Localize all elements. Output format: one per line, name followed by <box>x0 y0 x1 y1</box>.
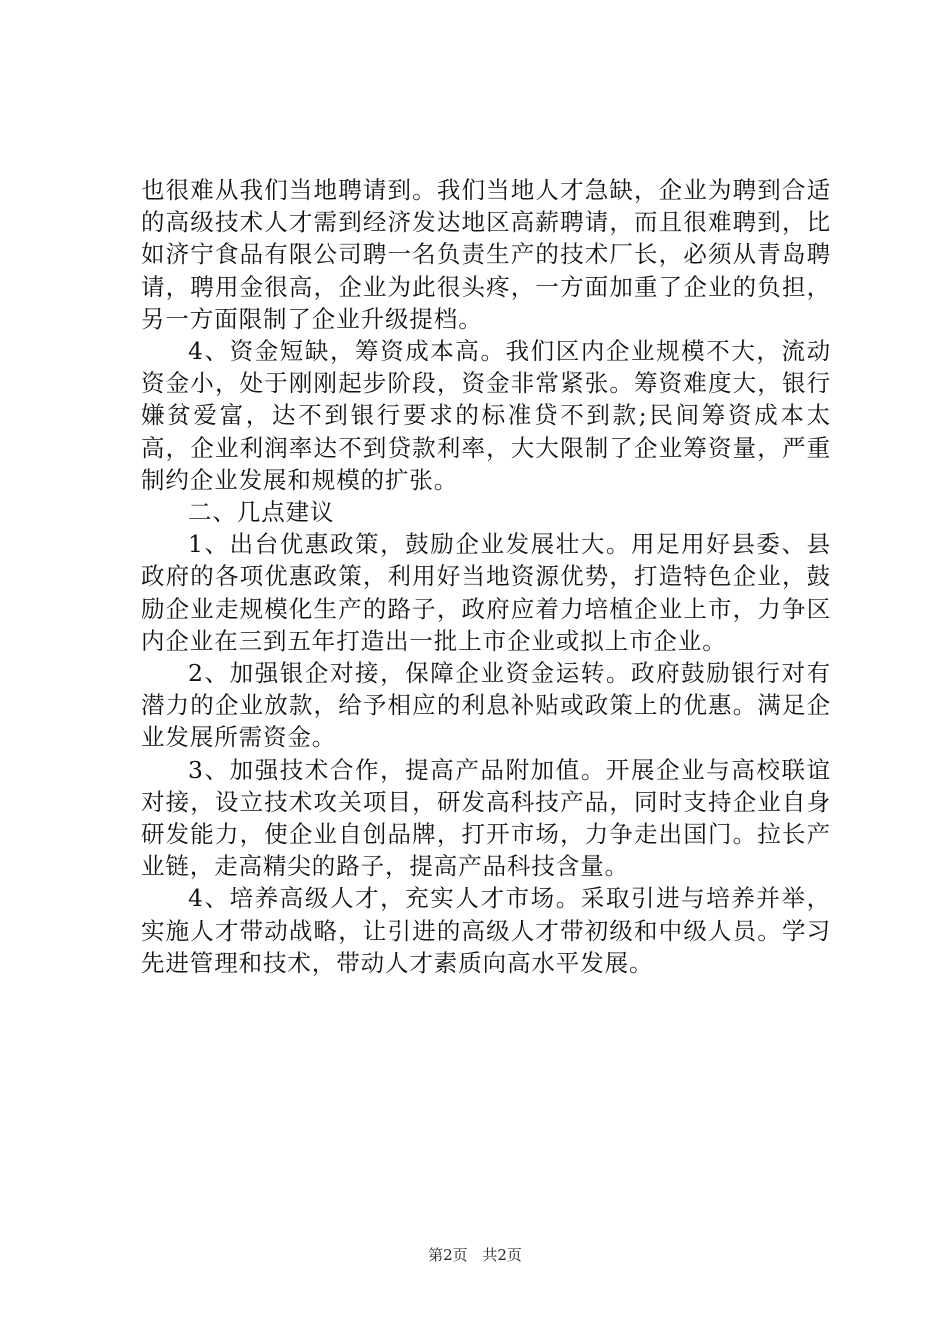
paragraph-suggestion-technology: 3、加强技术合作，提高产品附加值。开展企业与高校联谊对接，设立技术攻关项目，研发高科技产品，同时支持企业自身研发能力，使企业自创品牌，打开市场，力争走出国门。拉长产业链，走高精尖的路子，提高产品科技含量。 <box>141 755 831 881</box>
page-number-current: 第2页 <box>428 1246 468 1264</box>
paragraph-suggestion-bank: 2、加强银企对接，保障企业资金运转。政府鼓励银行对有潜力的企业放款，给予相应的利息补贴或政策上的优惠。满足企业发展所需资金。 <box>141 659 831 752</box>
paragraph-suggestion-talent: 4、培养高级人才，充实人才市场。采取引进与培养并举，实施人才带动战略，让引进的高级人才带初级和中级人员。学习先进管理和技术，带动人才素质向高水平发展。 <box>141 884 831 977</box>
section-heading-suggestions: 二、几点建议 <box>188 498 335 527</box>
paragraph-suggestion-policy: 1、出台优惠政策，鼓励企业发展壮大。用足用好县委、县政府的各项优惠政策，利用好当地资源优势，打造特色企业，鼓励企业走规模化生产的路子，政府应着力培植企业上市，力争区内企业在三到五年打造出一批上市企业或拟上市企业。 <box>141 530 831 655</box>
page-footer <box>0 1245 950 1265</box>
document-body <box>141 174 831 979</box>
page-number-total: 共2页 <box>482 1246 522 1264</box>
paragraph-funding-shortage: 4、资金短缺，筹资成本高。我们区内企业规模不大，流动资金小，处于刚刚起步阶段，资金非常紧张。筹资难度大，银行嫌贫爱富，达不到银行要求的标准贷不到款;民间筹资成本太高，企业利润率达不到贷款利率，大大限制了企业筹资量，严重制约企业发展和规模的扩张。 <box>141 337 831 494</box>
paragraph-continuation: 也很难从我们当地聘请到。我们当地人才急缺，企业为聘到合适的高级技术人才需到经济发达地区高薪聘请，而且很难聘到，比如济宁食品有限公司聘一名负责生产的技术厂长，必须从青岛聘请，聘用金很高，企业为此很头疼，一方面加重了企业的负担，另一方面限制了企业升级提档。 <box>141 176 831 333</box>
